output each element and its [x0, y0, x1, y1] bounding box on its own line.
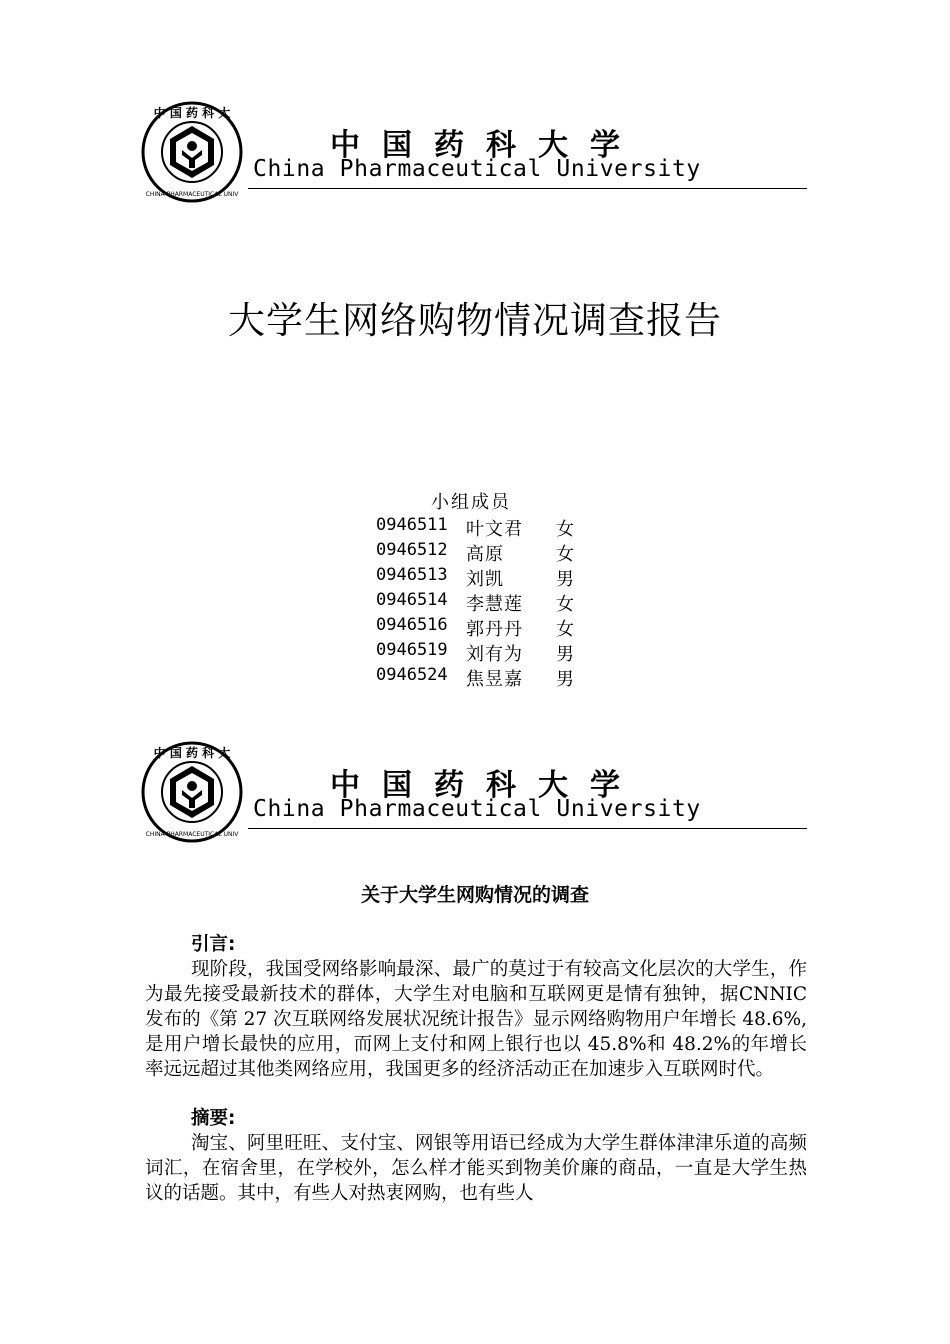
intro-label: 引言: — [191, 934, 236, 955]
abstract-label: 摘要: — [191, 1108, 236, 1129]
member-name: 焦昱嘉 — [466, 669, 523, 690]
member-name: 郭丹丹 — [466, 619, 523, 640]
member-id: 0946524 — [376, 665, 448, 685]
university-seal-logo — [140, 740, 244, 844]
member-gender: 女 — [556, 619, 574, 640]
svg-text:CHINA PHARMACEUTICAL UNIV: CHINA PHARMACEUTICAL UNIV — [145, 191, 239, 198]
svg-text:中 国 药 科 大: 中 国 药 科 大 — [153, 746, 231, 760]
university-name-en: China Pharmaceutical University — [253, 156, 701, 182]
member-name: 李慧莲 — [466, 594, 523, 615]
university-name-en: China Pharmaceutical University — [253, 796, 701, 822]
university-name-cn: 中国药科大学 — [330, 128, 642, 163]
member-name: 叶文君 — [466, 519, 523, 540]
university-header — [140, 100, 807, 198]
member-id: 0946513 — [376, 565, 448, 585]
abstract-block — [145, 1106, 807, 1206]
report-title: 大学生网络购物情况调查报告 — [228, 299, 722, 342]
member-id: 0946514 — [376, 590, 448, 610]
university-name-cn: 中国药科大学 — [330, 768, 642, 803]
member-gender: 女 — [556, 519, 574, 540]
abstract-paragraph: 淘宝、阿里旺旺、支付宝、网银等用语已经成为大学生群体津津乐道的高频词汇，在宿舍里，在学校外，怎么样才能买到物美价廉的商品，一直是大学生热议的话题。其中，有些人对热衷网购，也有些人 — [145, 1133, 807, 1204]
member-gender: 男 — [556, 669, 574, 690]
intro-paragraph: 现阶段，我国受网络影响最深、最广的莫过于有较高文化层次的大学生，作为最先接受最新技术的群体，大学生对电脑和互联网更是情有独钟，据CNNIC 发布的《第 27 次互联网络发展状况统计报告》显示网络购物用户年增长 48.6%,是用户增长最快的应用，而网上支付和网上银行也以 45.8%和 48.2%的年增长率远远超过其他类网络应用，我国更多的经济活动正在加速步入互联网时代。 — [145, 959, 807, 1080]
member-name: 刘凯 — [466, 569, 504, 590]
svg-text:CHINA PHARMACEUTICAL UNIV: CHINA PHARMACEUTICAL UNIV — [145, 831, 239, 838]
header-rule — [248, 828, 807, 829]
section-title: 关于大学生网购情况的调查 — [360, 884, 589, 906]
university-seal-logo — [140, 100, 244, 204]
member-id: 0946519 — [376, 640, 448, 660]
member-list-heading: 小组成员 — [431, 492, 511, 513]
svg-text:中 国 药 科 大: 中 国 药 科 大 — [153, 106, 231, 120]
member-name: 刘有为 — [466, 644, 523, 665]
member-gender: 女 — [556, 544, 574, 565]
intro-block — [145, 932, 807, 1082]
header-rule — [248, 188, 807, 189]
member-gender: 男 — [556, 644, 574, 665]
university-header — [140, 740, 807, 838]
member-id: 0946511 — [376, 515, 448, 535]
member-id: 0946516 — [376, 615, 448, 635]
member-gender: 女 — [556, 594, 574, 615]
member-gender: 男 — [556, 569, 574, 590]
member-name: 高原 — [466, 544, 504, 565]
member-id: 0946512 — [376, 540, 448, 560]
